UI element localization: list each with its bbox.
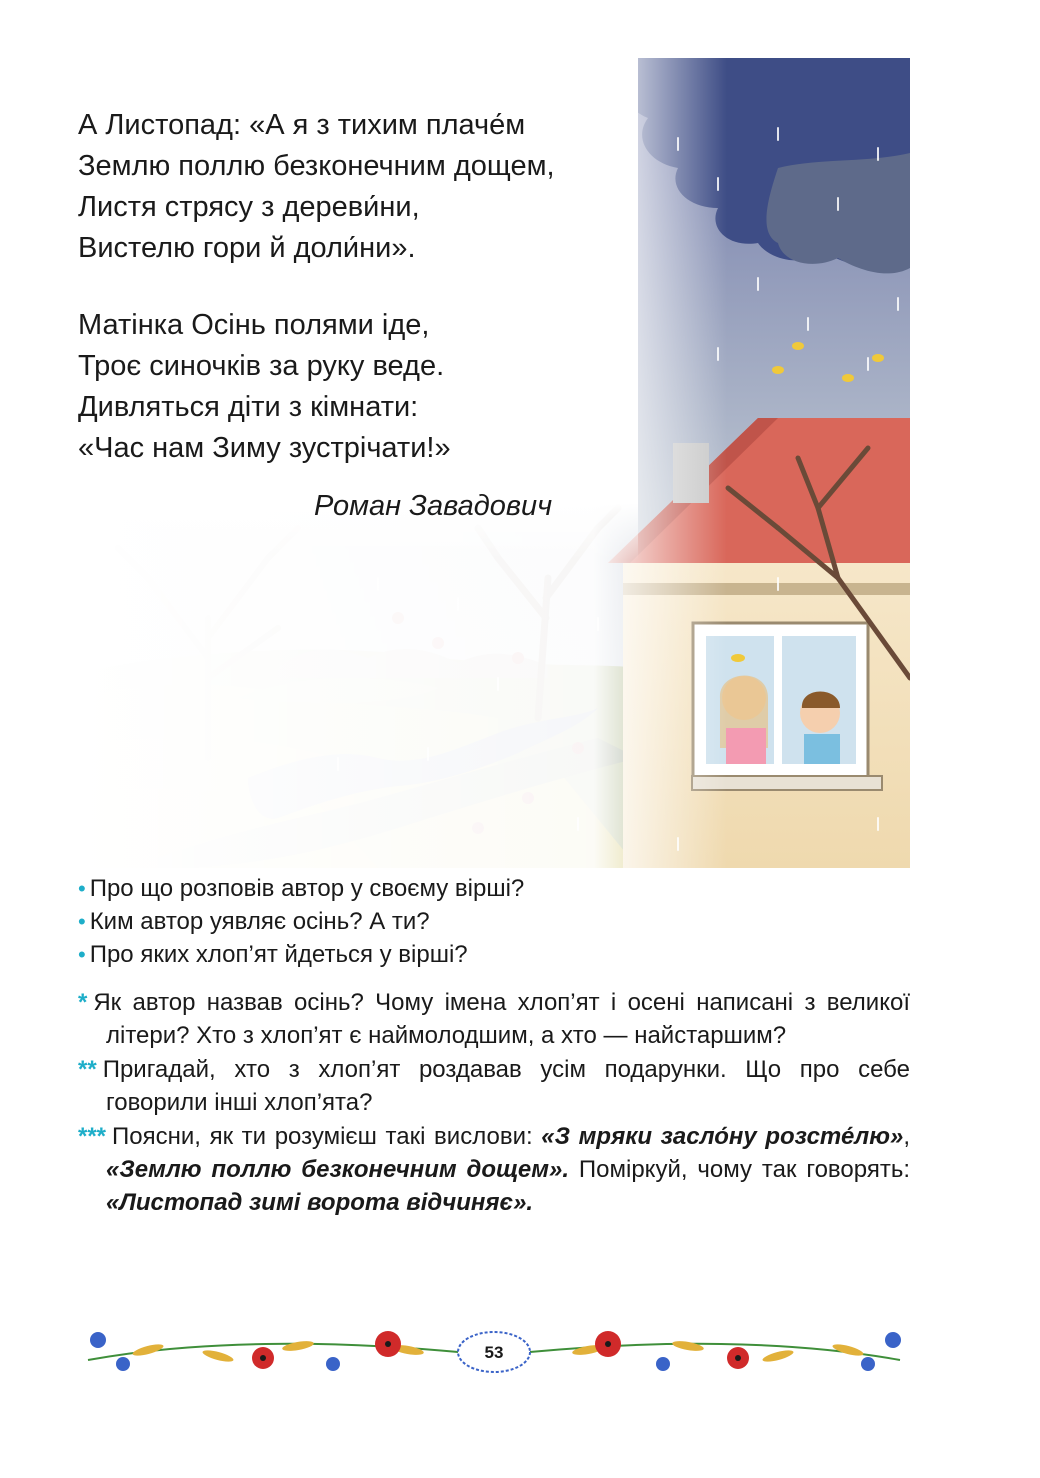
- task-level-3: *** Поясни, як ти розумієш такі вислови: «З мряки засло́ну розсте́лю», «Землю поллю безконечним дощем». Поміркуй, чому так говорять: «Листопад зимі ворота відчиняє».: [78, 1123, 911, 1216]
- bullet-icon: •: [78, 909, 86, 934]
- poem-author: Роман Завадович: [314, 490, 553, 522]
- difficulty-mark: **: [78, 1056, 97, 1083]
- task-level-1: * Як автор назвав осінь? Чому імена хлоп’ят і осені написані з великої літери? Хто з хлоп’ят є наймолодшим, а хто — найстаршим?: [78, 989, 910, 1049]
- poem-stanza-1: [78, 105, 638, 269]
- poem-line: Листя стрясу з дереви́ни,: [78, 191, 420, 223]
- quote-phrase: «Листопад зимі ворота відчиняє».: [106, 1189, 534, 1216]
- poem: [78, 105, 638, 505]
- poem-line: Троє синочків за руку веде.: [78, 350, 445, 382]
- page-number: 53: [484, 1343, 504, 1362]
- poem-line: Вистелю гори й доли́ни».: [78, 232, 416, 264]
- floral-ornament-footer: [78, 1320, 910, 1384]
- task-level-2: ** Пригадай, хто з хлоп’ят роздавав усім подарунки. Що про себе говорили інші хлоп’ята?: [78, 1056, 910, 1116]
- poem-line: Землю поллю безконечним дощем,: [78, 150, 555, 182]
- question-item: • Ким автор уявляє осінь? А ти?: [78, 908, 430, 935]
- difficulty-mark: *: [78, 989, 88, 1016]
- bullet-icon: •: [78, 876, 86, 901]
- questions-list: [78, 872, 524, 971]
- poem-line: А Листопад: «А я з тихим плаче́м: [78, 109, 526, 141]
- poem-line: «Час нам Зиму зустрічати!»: [78, 432, 451, 464]
- poem-stanza-2: [78, 305, 638, 469]
- quote-phrase: «Землю поллю безконечним дощем».: [106, 1156, 570, 1183]
- bullet-icon: •: [78, 942, 86, 967]
- tasks-list: [78, 986, 910, 1220]
- difficulty-mark: ***: [78, 1123, 107, 1150]
- poem-line: Матінка Осінь полями іде,: [78, 309, 430, 341]
- question-item: • Про що розповів автор у своєму вірші?: [78, 875, 525, 902]
- quote-phrase: «З мряки засло́ну розсте́лю»: [541, 1123, 904, 1150]
- question-item: • Про яких хлоп’ят йдеться у вірші?: [78, 941, 468, 968]
- poem-line: Дивляться діти з кімнати:: [78, 391, 419, 423]
